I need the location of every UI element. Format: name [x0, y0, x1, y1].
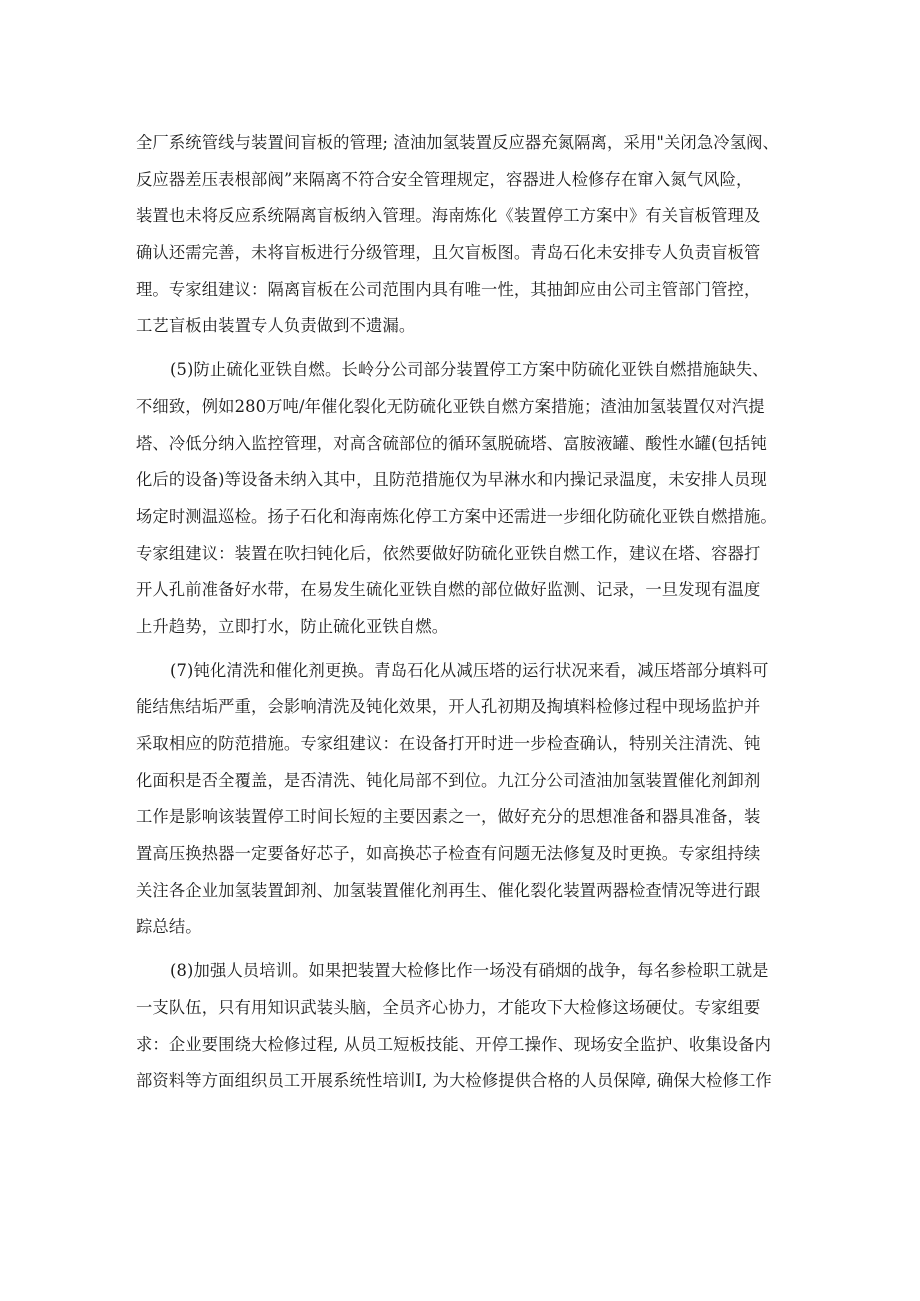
text-line: 关注各企业加氢装置卸剂、加氢装置催化剂再生、催化裂化装置两器检查情况等进行跟 — [136, 880, 761, 900]
text-line: 化面积是否全覆盖，是否清洗、钝化局部不到位。九江分公司渣油加氢装置催化剂卸剂 — [136, 770, 761, 790]
text-line: 工艺盲板由装置专人负责做到不遗漏。 — [136, 316, 416, 336]
text-line: 置高压换热器一定要备好芯子，如高换芯子检查有问题无法修复及时更换。专家组持续 — [136, 844, 761, 864]
text-line: (7)钝化清洗和催化剂更换。青岛石化从减压塔的运行状况来看，减压塔部分填料可 — [170, 660, 769, 680]
document-body — [136, 125, 796, 1100]
text-line: 求：企业要围绕大检修过程, 从员工短板技能、开停工操作、现场安全监护、收集设备内 — [136, 1034, 772, 1054]
text-line: 采取相应的防范措施。专家组建议：在设备打开时进一步检查确认，特别关注清洗、钝 — [136, 734, 761, 753]
text-line: 理。专家组建议：隔离盲板在公司范围内具有唯一性，其抽卸应由公司主管部门管控， — [136, 279, 761, 299]
text-line: 化后的设备)等设备未纳入其中，且防范措施仅为早淋水和内操记录温度，未安排人员现 — [136, 470, 767, 490]
text-line: 确认还需完善，未将盲板进行分级管理，且欠盲板图。青岛石化未安排专人负责盲板管 — [136, 243, 761, 263]
text-line: (8)加强人员培训。如果把装置大检修比作一场没有硝烟的战争，每名参检职工就是 — [170, 961, 769, 981]
text-line: 专家组建议：装置在吹扫钝化后，依然要做好防硫化亚铁自燃工作，建议在塔、容器打 — [136, 543, 761, 563]
text-line: 工作是影响该装置停工时间长短的主要因素之一，做好充分的思想准备和器具准备，装 — [136, 807, 761, 827]
text-line: 开人孔前准备好水带，在易发生硫化亚铁自燃的部位做好监测、记录，一旦发现有温度 — [136, 580, 761, 600]
text-line: 上升趋势，立即打水，防止硫化亚铁自燃。 — [136, 616, 449, 636]
paragraph-passivation-catalyst — [136, 653, 796, 947]
text-line: (5)防止硫化亚铁自燃。长岭分公司部分装置停工方案中防硫化亚铁自燃措施缺失、 — [170, 360, 769, 380]
text-line: 不细致，例如280万吨/年催化裂化无防硫化亚铁自燃方案措施；渣油加氢装置仅对汽提 — [136, 396, 765, 416]
text-line: 部资料等方面组织员工开展系统性培训I, 为大检修提供合格的人员保障, 确保大检修工作 — [136, 1071, 772, 1091]
text-line: 塔、冷低分纳入监控管理，对高含硫部位的循环氢脱硫塔、富胺液罐、酸性水罐(包括钝 — [136, 433, 767, 453]
text-line: 装置也未将反应系统隔离盲板纳入管理。海南炼化《装置停工方案中》有关盲板管理及 — [136, 206, 761, 226]
paragraph-blind-plate-management — [136, 125, 796, 345]
paragraph-iron-sulfide-prevention — [136, 352, 796, 646]
text-line: 一支队伍，只有用知识武装头脑，全员齐心协力，才能攻下大检修这场硬仗。专家组要 — [136, 997, 761, 1017]
text-line: 反应器差压表根部阀”来隔离不符合安全管理规定，容器进人检修存在窜入氮气风险， — [136, 169, 753, 189]
text-line: 能结焦结垢严重，会影响清洗及钝化效果，开人孔初期及掏填料检修过程中现场监护并 — [136, 697, 761, 717]
text-line: 场定时测温巡检。扬子石化和海南炼化停工方案中还需进一步细化防硫化亚铁自燃措施。 — [136, 506, 777, 526]
text-line: 踪总结。 — [136, 917, 202, 937]
text-line: 全厂系统管线与装置间盲板的管理; 渣油加氢装置反应器充氮隔离，采用"关闭急冷氢阀、 — [136, 133, 779, 152]
paragraph-staff-training — [136, 953, 796, 1100]
